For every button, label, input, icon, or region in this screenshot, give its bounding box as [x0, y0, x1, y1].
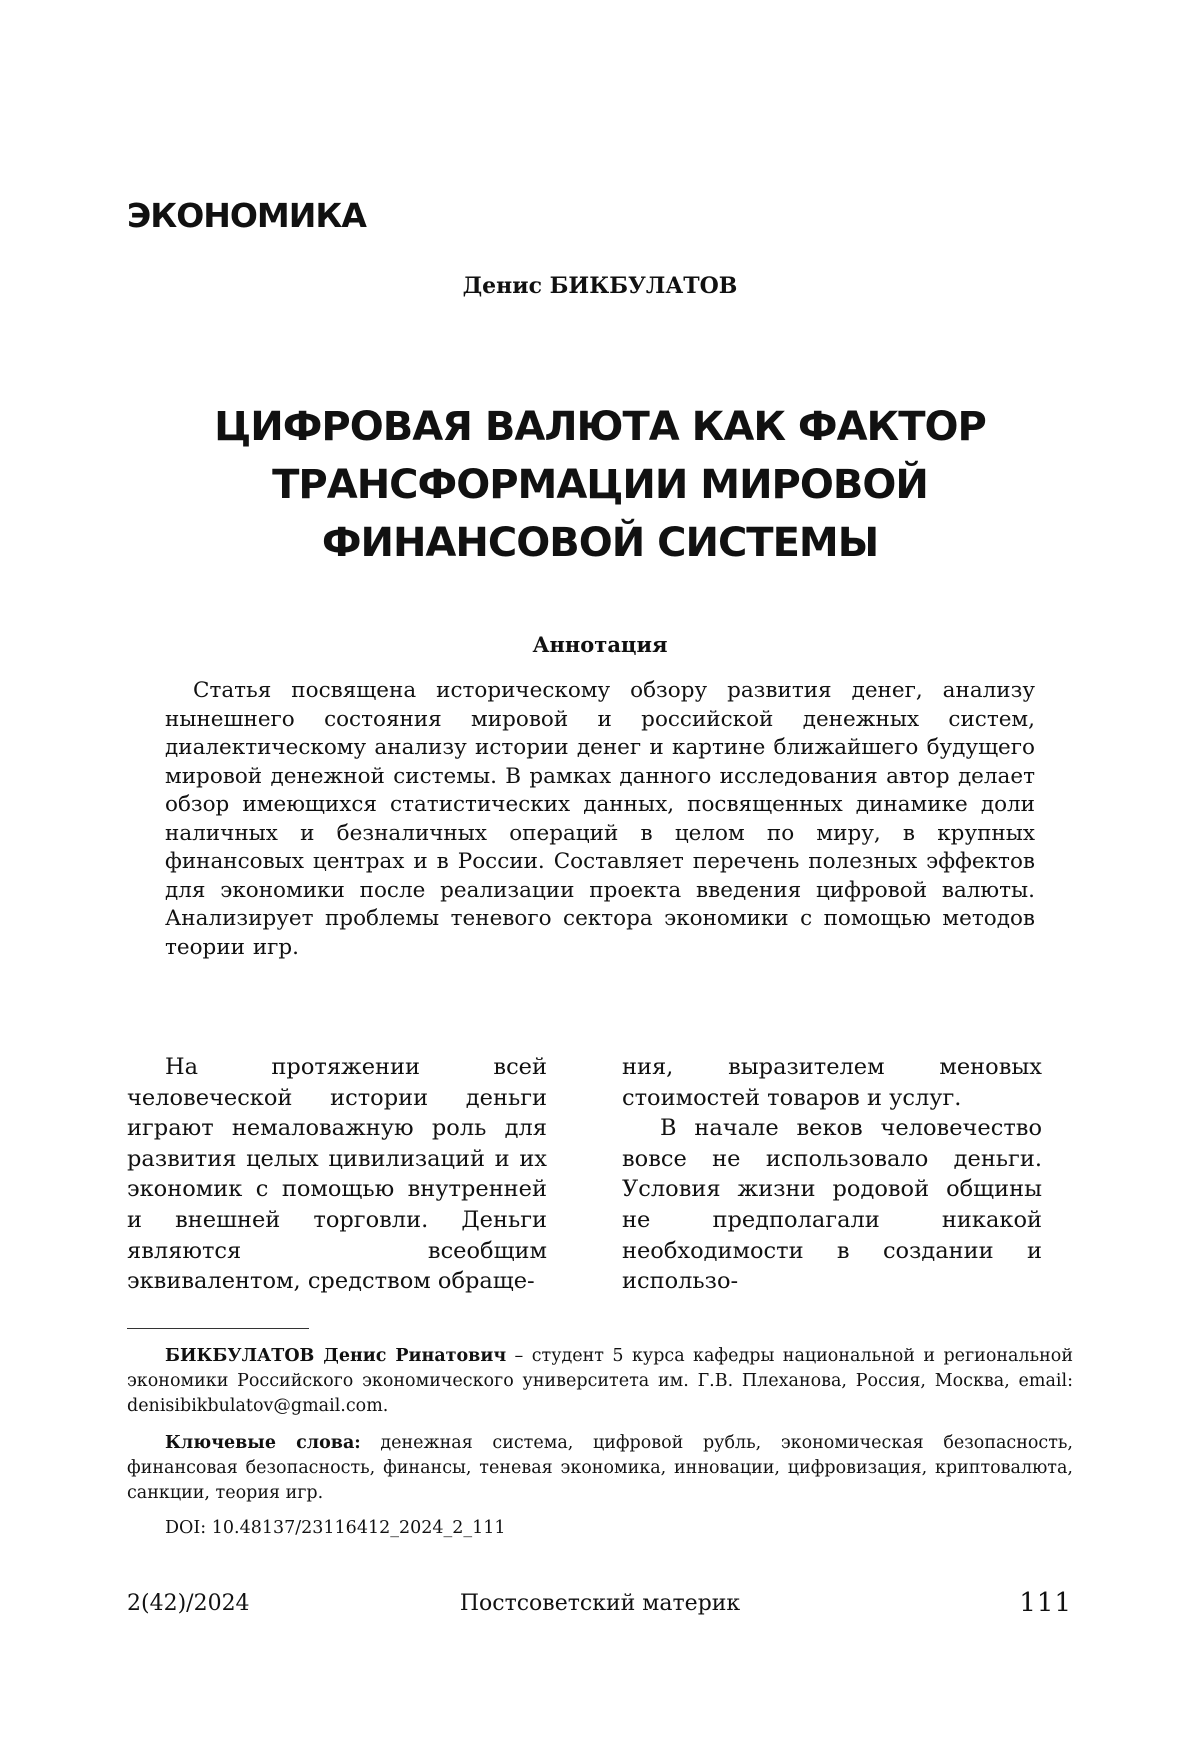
footnote-author-name: БИКБУЛАТОВ Денис Ринатович — [165, 1346, 507, 1366]
footer-journal: Постсоветский материк — [459, 1591, 741, 1616]
page-number: 111 — [1019, 1588, 1072, 1618]
abstract-text: Статья посвящена историческому обзору развития денег, анализу нынешнего состояния мировой и российской денежных систем, диалектическому анализу истории денег и картине ближайшего будущего мировой денежной системы. В рамках данного исследования автор делает обзор имеющихся статистических данных, посвященных динамике доли наличных и безналичных операций в целом по миру, в крупных финансовых центрах и в России. Составляет перечень полезных эффектов для экономики после реализации проекта введения цифровой валюты. Анализирует проблемы теневого сектора экономики с помощью методов теории игр. — [165, 678, 1035, 960]
footnote-author-info: – студент 5 курса кафедры национальной и региональной экономики Российского экономического университета им. Г.В. Плеханова, Россия, Москва, email: denisibikbulatov@gmail.com. — [127, 1346, 1073, 1416]
body-paragraph: ния, выразителем меновых стоимостей товаров и услуг. — [622, 1054, 1042, 1111]
footnote-doi: DOI: 10.48137/23116412_2024_2_111 — [165, 1518, 506, 1538]
keywords-label: Ключевые слова: — [165, 1433, 361, 1453]
footer-issue: 2(42)/2024 — [127, 1591, 250, 1616]
article-author: Денис БИКБУЛАТОВ — [462, 273, 738, 299]
footnote-keywords — [127, 1431, 1073, 1506]
footnote-divider — [127, 1328, 309, 1329]
body-paragraph: В начале веков человечество вовсе не использовало деньги. Условия жизни родовой общины не предполагали никакой необходимости в создании и использо- — [622, 1115, 1042, 1295]
article-title: ЦИФРОВАЯ ВАЛЮТА КАК ФАКТОР ТРАНСФОРМАЦИИ МИРОВОЙ ФИНАНСОВОЙ СИСТЕМЫ — [214, 404, 986, 566]
abstract-heading: Аннотация — [532, 632, 668, 657]
footnote-author — [127, 1344, 1073, 1419]
section-label: ЭКОНОМИКА — [127, 196, 366, 235]
body-column-right — [622, 1052, 1042, 1297]
body-column-left — [127, 1052, 547, 1297]
body-paragraph: На протяжении всей человеческой истории деньги играют немаловажную роль для развития целых цивилизаций и их экономик с помощью внутренней и внешней торговли. Деньги являются всеобщим эквивалентом, средством обраще- — [127, 1054, 547, 1295]
keywords-list: денежная система, цифровой рубль, экономическая безопасность, финансовая безопасность, финансы, теневая экономика, инновации, цифровизация, криптовалюта, санкции, теория игр. — [127, 1433, 1073, 1503]
